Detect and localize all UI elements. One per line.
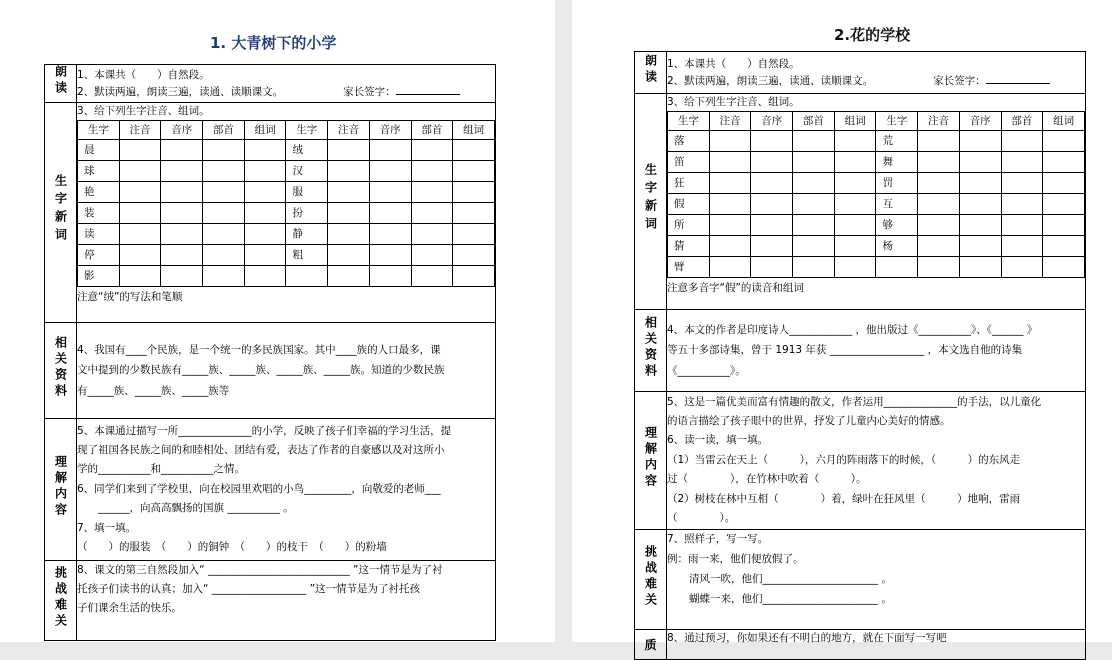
- vocab-answer-cell[interactable]: [244, 161, 286, 182]
- vocab-answer-cell[interactable]: [1001, 257, 1043, 278]
- left-info-line3: 有_____族、_____族、_____族等: [77, 384, 230, 397]
- left-challenge-line2: 托孩子们读书的认真；加入“ __________________ ”这一情节是为了衬托孩: [77, 582, 421, 595]
- vocab-answer-cell[interactable]: [834, 236, 876, 257]
- vocab-char-cell: 罚: [876, 173, 918, 194]
- vocab-answer-cell[interactable]: [453, 161, 495, 182]
- right-info-line3: 《__________》。: [667, 364, 746, 377]
- vocab-answer-cell[interactable]: [751, 173, 793, 194]
- vocab-answer-cell[interactable]: [119, 224, 161, 245]
- vocab-header-cell: 注音: [918, 112, 960, 131]
- vocab-header-cell: 组词: [834, 112, 876, 131]
- left-vocab-row: [45, 103, 496, 323]
- vocab-answer-cell[interactable]: [918, 194, 960, 215]
- right-vocab-row: [635, 94, 1086, 310]
- right-signature-label: 家长签字：: [933, 75, 986, 87]
- vocab-char-cell: 猜: [668, 236, 710, 257]
- vocab-answer-cell[interactable]: [161, 224, 203, 245]
- vocab-char-cell: [876, 257, 918, 278]
- vocab-answer-cell[interactable]: [203, 182, 245, 203]
- vocab-answer-cell[interactable]: [161, 182, 203, 203]
- vocab-answer-cell[interactable]: [244, 182, 286, 203]
- vocab-row: [78, 245, 495, 266]
- vocab-answer-cell[interactable]: [328, 224, 370, 245]
- vocab-row: [78, 266, 495, 287]
- vocab-answer-cell[interactable]: [1001, 152, 1043, 173]
- vocab-char-cell: 笛: [668, 152, 710, 173]
- right-info-row: [635, 310, 1086, 392]
- vocab-header-cell: 部首: [203, 121, 245, 140]
- vocab-row: [668, 215, 1085, 236]
- vocab-answer-cell[interactable]: [1043, 131, 1085, 152]
- vocab-char-cell: 停: [78, 245, 120, 266]
- right-info-label: 相关资料: [635, 310, 667, 392]
- vocab-answer-cell[interactable]: [328, 182, 370, 203]
- vocab-char-cell: 绒: [286, 140, 328, 161]
- vocab-answer-cell[interactable]: [369, 203, 411, 224]
- vocab-answer-cell[interactable]: [959, 152, 1001, 173]
- right-info-line2: 等五十多部诗集，曾于 1913 年获 __________________ ，本文选自他的诗集: [667, 344, 1023, 357]
- vocab-answer-cell[interactable]: [793, 131, 835, 152]
- left-vocab-grid: [77, 120, 495, 287]
- vocab-char-cell: 装: [78, 203, 120, 224]
- vocab-header-cell: 音序: [161, 121, 203, 140]
- vocab-char-cell: 臂: [668, 257, 710, 278]
- vocab-header-cell: 组词: [244, 121, 286, 140]
- vocab-answer-cell[interactable]: [244, 203, 286, 224]
- vocab-row: [668, 131, 1085, 152]
- vocab-answer-cell[interactable]: [709, 131, 751, 152]
- vocab-header-row: [78, 121, 495, 140]
- vocab-answer-cell[interactable]: [244, 140, 286, 161]
- vocab-answer-cell[interactable]: [119, 140, 161, 161]
- vocab-answer-cell[interactable]: [959, 194, 1001, 215]
- vocab-answer-cell[interactable]: [411, 245, 453, 266]
- vocab-char-cell: 够: [876, 215, 918, 236]
- vocab-answer-cell[interactable]: [834, 152, 876, 173]
- vocab-answer-cell[interactable]: [369, 245, 411, 266]
- vocab-answer-cell[interactable]: [453, 245, 495, 266]
- left-understanding-line3: 学的__________和__________之情。: [77, 463, 245, 476]
- vocab-answer-cell[interactable]: [834, 215, 876, 236]
- vocab-answer-cell[interactable]: [453, 182, 495, 203]
- left-challenge-label: 挑战难关: [45, 561, 77, 641]
- right-worksheet-table: [634, 51, 1086, 660]
- vocab-answer-cell[interactable]: [1001, 215, 1043, 236]
- right-challenge-line2: 例：雨一来，他们便放假了。: [667, 552, 804, 565]
- left-challenge-row: [45, 561, 496, 641]
- right-page: [572, 0, 1112, 652]
- vocab-answer-cell[interactable]: [369, 140, 411, 161]
- vocab-answer-cell[interactable]: [369, 161, 411, 182]
- vocab-answer-cell[interactable]: [918, 152, 960, 173]
- vocab-answer-cell[interactable]: [203, 203, 245, 224]
- vocab-answer-cell[interactable]: [453, 203, 495, 224]
- left-reading-row: [45, 65, 496, 103]
- right-bottom-label: 质: [635, 630, 667, 660]
- vocab-answer-cell[interactable]: [1043, 152, 1085, 173]
- right-signature-field[interactable]: [986, 72, 1050, 84]
- vocab-answer-cell[interactable]: [244, 266, 286, 287]
- vocab-header-row: [668, 112, 1085, 131]
- vocab-answer-cell[interactable]: [203, 266, 245, 287]
- vocab-answer-cell[interactable]: [709, 257, 751, 278]
- vocab-answer-cell[interactable]: [453, 224, 495, 245]
- vocab-answer-cell[interactable]: [119, 245, 161, 266]
- vocab-answer-cell[interactable]: [834, 131, 876, 152]
- vocab-row: [668, 194, 1085, 215]
- vocab-answer-cell[interactable]: [161, 203, 203, 224]
- vocab-answer-cell[interactable]: [1001, 131, 1043, 152]
- vocab-answer-cell[interactable]: [1043, 257, 1085, 278]
- vocab-answer-cell[interactable]: [709, 173, 751, 194]
- vocab-header-cell: 注音: [709, 112, 751, 131]
- right-challenge-line3: 清风一吹，他们______________________ 。: [689, 572, 892, 585]
- left-vocab-note: 注意“绒”的写法和笔顺: [77, 291, 183, 304]
- left-signature-field[interactable]: [396, 83, 460, 95]
- vocab-answer-cell[interactable]: [328, 203, 370, 224]
- vocab-answer-cell[interactable]: [959, 173, 1001, 194]
- vocab-char-cell: [286, 266, 328, 287]
- vocab-answer-cell[interactable]: [918, 257, 960, 278]
- right-challenge-line1: 7、照样子，写一写。: [667, 533, 769, 545]
- vocab-header-cell: 部首: [1001, 112, 1043, 131]
- vocab-answer-cell[interactable]: [709, 194, 751, 215]
- vocab-answer-cell[interactable]: [793, 152, 835, 173]
- vocab-answer-cell[interactable]: [709, 215, 751, 236]
- right-understanding-label: 理解内容: [635, 392, 667, 530]
- vocab-answer-cell[interactable]: [1043, 236, 1085, 257]
- right-vocab-label: 生字新词: [635, 94, 667, 310]
- vocab-row: [78, 203, 495, 224]
- vocab-char-cell: 舞: [876, 152, 918, 173]
- right-reading-line2: 2、默读两遍，朗读三遍，读通、读顺课文。: [667, 75, 874, 87]
- vocab-answer-cell[interactable]: [834, 173, 876, 194]
- left-understanding-row: [45, 419, 496, 561]
- vocab-answer-cell[interactable]: [119, 266, 161, 287]
- right-challenge-line4: 蝴蝶一来，他们______________________ 。: [689, 592, 892, 605]
- vocab-answer-cell[interactable]: [751, 152, 793, 173]
- right-challenge-label: 挑战难关: [635, 530, 667, 630]
- right-understanding-line4: （1）当雷云在天上（ ），六月的阵雨落下的时候，（ ）的东风走: [667, 453, 1021, 466]
- vocab-header-cell: 音序: [959, 112, 1001, 131]
- vocab-answer-cell[interactable]: [203, 161, 245, 182]
- vocab-answer-cell[interactable]: [1001, 194, 1043, 215]
- left-vocab-instruction: 3、给下列生字注音、组词。: [77, 105, 210, 117]
- vocab-row: [78, 140, 495, 161]
- vocab-answer-cell[interactable]: [751, 194, 793, 215]
- vocab-char-cell: 杨: [876, 236, 918, 257]
- vocab-answer-cell[interactable]: [119, 203, 161, 224]
- left-understanding-line4: 6、同学们来到了学校里，向在校园里欢唱的小鸟_________，向敬爱的老师___: [77, 482, 441, 495]
- left-understanding-line7: （ ）的服装 （ ）的铜钟 （ ）的枝干 （ ）的粉墙: [77, 541, 387, 554]
- left-understanding-line1: 5、本课通过描写一所______________的小学，反映了孩子们幸福的学习生活，提: [77, 424, 452, 437]
- vocab-answer-cell[interactable]: [411, 140, 453, 161]
- right-reading-row: [635, 52, 1086, 94]
- left-reading-line2: 2、默读两遍，朗读三遍，读通、读顺课文。: [77, 86, 284, 98]
- vocab-answer-cell[interactable]: [793, 257, 835, 278]
- vocab-answer-cell[interactable]: [453, 266, 495, 287]
- vocab-answer-cell[interactable]: [411, 161, 453, 182]
- vocab-answer-cell[interactable]: [959, 257, 1001, 278]
- vocab-answer-cell[interactable]: [834, 194, 876, 215]
- right-challenge-row: [635, 530, 1086, 630]
- left-worksheet-table: [44, 64, 496, 641]
- vocab-char-cell: 荒: [876, 131, 918, 152]
- vocab-answer-cell[interactable]: [918, 173, 960, 194]
- vocab-header-cell: 音序: [751, 112, 793, 131]
- left-challenge-line1: 8、课文的第三自然段加入“ ___________________________ ”这一情节是为了衬: [77, 564, 443, 576]
- vocab-answer-cell[interactable]: [203, 140, 245, 161]
- vocab-answer-cell[interactable]: [369, 224, 411, 245]
- vocab-header-cell: 注音: [328, 121, 370, 140]
- vocab-answer-cell[interactable]: [411, 203, 453, 224]
- left-reading-label: 朗读: [45, 65, 77, 103]
- vocab-answer-cell[interactable]: [709, 152, 751, 173]
- vocab-header-cell: 组词: [1043, 112, 1085, 131]
- vocab-answer-cell[interactable]: [959, 215, 1001, 236]
- vocab-char-cell: 汉: [286, 161, 328, 182]
- vocab-row: [78, 224, 495, 245]
- right-understanding-line5: 过（ ），在竹林中吹着（ ）。: [667, 473, 867, 486]
- vocab-answer-cell[interactable]: [793, 173, 835, 194]
- vocab-header-cell: 注音: [119, 121, 161, 140]
- right-page-title: 2.花的学校: [834, 26, 911, 44]
- vocab-answer-cell[interactable]: [709, 236, 751, 257]
- right-understanding-line2: 的语言描绘了孩子眼中的世界，抒发了儿童内心美好的情感。: [667, 414, 951, 427]
- left-understanding-label: 理解内容: [45, 419, 77, 561]
- left-signature-label: 家长签字：: [343, 86, 396, 98]
- vocab-row: [78, 161, 495, 182]
- vocab-answer-cell[interactable]: [751, 131, 793, 152]
- vocab-header-cell: 部首: [411, 121, 453, 140]
- right-reading-label: 朗读: [635, 52, 667, 94]
- vocab-row: [668, 257, 1085, 278]
- vocab-answer-cell[interactable]: [1001, 236, 1043, 257]
- left-vocab-label: 生字新词: [45, 103, 77, 323]
- left-understanding-line5: ______，向高高飘扬的国旗 __________ 。: [77, 502, 294, 515]
- vocab-answer-cell[interactable]: [161, 245, 203, 266]
- vocab-char-cell: 粗: [286, 245, 328, 266]
- vocab-answer-cell[interactable]: [203, 224, 245, 245]
- left-info-row: [45, 323, 496, 419]
- vocab-answer-cell[interactable]: [751, 236, 793, 257]
- vocab-char-cell: 静: [286, 224, 328, 245]
- left-info-line1: 4、我国有____个民族，是一个统一的多民族国家。其中____族的人口最多，课: [77, 343, 441, 356]
- vocab-answer-cell[interactable]: [244, 245, 286, 266]
- vocab-char-cell: 服: [286, 182, 328, 203]
- vocab-char-cell: 假: [668, 194, 710, 215]
- vocab-answer-cell[interactable]: [1043, 215, 1085, 236]
- vocab-answer-cell[interactable]: [161, 140, 203, 161]
- vocab-answer-cell[interactable]: [203, 245, 245, 266]
- vocab-answer-cell[interactable]: [411, 224, 453, 245]
- vocab-header-cell: 部首: [793, 112, 835, 131]
- vocab-answer-cell[interactable]: [328, 245, 370, 266]
- left-page-title: 1. 大青树下的小学: [210, 34, 337, 52]
- vocab-answer-cell[interactable]: [918, 215, 960, 236]
- vocab-answer-cell[interactable]: [1043, 194, 1085, 215]
- left-understanding-line2: 现了祖国各民族之间的和睦相处、团结有爱，表达了作者的自豪感以及对这所小: [77, 443, 445, 456]
- vocab-char-cell: 狂: [668, 173, 710, 194]
- vocab-answer-cell[interactable]: [161, 161, 203, 182]
- vocab-answer-cell[interactable]: [328, 140, 370, 161]
- vocab-answer-cell[interactable]: [834, 257, 876, 278]
- vocab-header-cell: 组词: [453, 121, 495, 140]
- vocab-answer-cell[interactable]: [751, 215, 793, 236]
- vocab-answer-cell[interactable]: [369, 182, 411, 203]
- vocab-answer-cell[interactable]: [793, 236, 835, 257]
- vocab-char-cell: 球: [78, 161, 120, 182]
- vocab-answer-cell[interactable]: [793, 215, 835, 236]
- right-vocab-grid: [667, 111, 1085, 278]
- right-understanding-line6: （2）树枝在林中互相（ ）着，绿叶在狂风里（ ）地响，雷雨: [667, 492, 1021, 505]
- vocab-answer-cell[interactable]: [411, 182, 453, 203]
- left-info-label: 相关资料: [45, 323, 77, 419]
- vocab-answer-cell[interactable]: [244, 224, 286, 245]
- vocab-answer-cell[interactable]: [751, 257, 793, 278]
- vocab-char-cell: 扮: [286, 203, 328, 224]
- right-info-line1: 4、本文的作者是印度诗人____________ ，他出版过《__________》、《______ 》: [667, 323, 1038, 336]
- vocab-answer-cell[interactable]: [918, 131, 960, 152]
- left-info-line2: 文中提到的少数民族有_____族、_____族、_____族、_____族。知道的少数民族: [77, 364, 445, 377]
- vocab-header-cell: 生字: [876, 112, 918, 131]
- vocab-answer-cell[interactable]: [959, 131, 1001, 152]
- vocab-answer-cell[interactable]: [328, 266, 370, 287]
- vocab-row: [78, 182, 495, 203]
- vocab-answer-cell[interactable]: [161, 266, 203, 287]
- vocab-char-cell: 所: [668, 215, 710, 236]
- right-understanding-line1: 5、这是一篇优美而富有情趣的散文，作者运用______________的手法，以儿童化: [667, 395, 1042, 408]
- vocab-answer-cell[interactable]: [959, 236, 1001, 257]
- vocab-char-cell: 落: [668, 131, 710, 152]
- right-reading-line1: 1、本课共（ ）自然段。: [667, 57, 800, 70]
- vocab-row: [668, 152, 1085, 173]
- right-vocab-instruction: 3、给下列生字注音、组词。: [667, 96, 800, 108]
- right-bottom-row: [635, 630, 1086, 660]
- vocab-char-cell: 读: [78, 224, 120, 245]
- right-understanding-line7: （ ）。: [667, 512, 736, 525]
- left-understanding-line6: 7、填一填。: [77, 521, 137, 534]
- vocab-header-cell: 生字: [286, 121, 328, 140]
- vocab-answer-cell[interactable]: [369, 266, 411, 287]
- right-understanding-line3: 6、读一读，填一填。: [667, 434, 769, 447]
- vocab-char-cell: 影: [78, 266, 120, 287]
- vocab-answer-cell[interactable]: [119, 161, 161, 182]
- vocab-char-cell: 互: [876, 194, 918, 215]
- left-page: [0, 0, 555, 642]
- vocab-answer-cell[interactable]: [1001, 173, 1043, 194]
- vocab-header-cell: 生字: [668, 112, 710, 131]
- vocab-answer-cell[interactable]: [918, 236, 960, 257]
- vocab-char-cell: 艳: [78, 182, 120, 203]
- vocab-row: [668, 236, 1085, 257]
- left-challenge-line3: 子们课余生活的快乐。: [77, 601, 182, 614]
- left-reading-line1: 1、本课共（ ）自然段。: [77, 68, 210, 81]
- vocab-answer-cell[interactable]: [453, 140, 495, 161]
- vocab-answer-cell[interactable]: [119, 182, 161, 203]
- vocab-row: [668, 173, 1085, 194]
- vocab-answer-cell[interactable]: [411, 266, 453, 287]
- right-understanding-row: [635, 392, 1086, 530]
- right-vocab-note: 注意多音字“假”的读音和组词: [667, 282, 804, 295]
- vocab-char-cell: 晨: [78, 140, 120, 161]
- vocab-header-cell: 生字: [78, 121, 120, 140]
- vocab-answer-cell[interactable]: [793, 194, 835, 215]
- vocab-header-cell: 音序: [369, 121, 411, 140]
- vocab-answer-cell[interactable]: [328, 161, 370, 182]
- vocab-answer-cell[interactable]: [1043, 173, 1085, 194]
- right-bottom-line1: 8、通过预习，你如果还有不明白的地方，就在下面写一写吧: [667, 632, 947, 644]
